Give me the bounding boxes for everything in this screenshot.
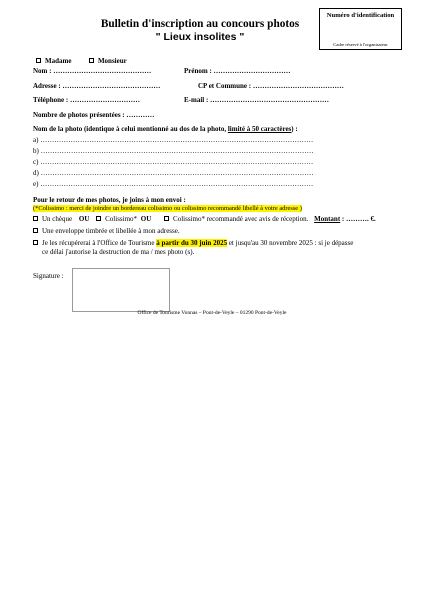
ou-label-1: OU — [78, 215, 90, 223]
form-title: Bulletin d'inscription au concours photos — [100, 18, 300, 30]
civility-row — [36, 57, 127, 66]
id-number-box — [319, 8, 402, 50]
colissimo-note-text: (*Colissimo : merci de joindre un bordereau colissimo ou colissimo recommandé libellé à votre adresse ) — [33, 205, 302, 212]
monsieur-checkbox[interactable] — [89, 58, 94, 63]
pickup-start-date: à partir du 30 juin 2025 — [156, 239, 228, 247]
email-field[interactable]: E-mail : …………………………………………… — [184, 96, 330, 104]
ou-label-2: OU — [140, 215, 152, 223]
form-subtitle: " Lieux insolites " — [155, 31, 245, 43]
nombre-photos-field[interactable]: Nombre de photos présentées : ………… — [33, 111, 155, 119]
enveloppe-checkbox[interactable] — [33, 228, 38, 233]
signature-box[interactable] — [72, 268, 170, 312]
cheque-checkbox[interactable] — [33, 216, 38, 221]
office-pickup-checkbox[interactable] — [33, 240, 38, 245]
photo-name-limit: limité à 50 caractères — [227, 125, 292, 133]
photo-name-label — [33, 125, 298, 134]
photo-name-line-c[interactable]: c) ……………………………………………………………………………………………………… — [33, 158, 314, 166]
photo-name-line-e[interactable]: e) ……………………………………………………………………………………………………… — [33, 180, 314, 188]
office-pickup-label-end: et jusqu'au 30 novembre 2025 : si je dépasse — [227, 239, 354, 247]
colissimo-note — [33, 204, 302, 213]
colissimo-recommande-checkbox[interactable] — [164, 216, 169, 221]
colissimo-recommande-label: Colissimo* recommandé avec avis de réception. — [173, 215, 309, 223]
monsieur-label: Monsieur — [97, 57, 127, 65]
return-heading: Pour le retour de mes photos, je joins à mon envoi : — [33, 196, 186, 204]
id-number-note: Cadre réservé à l'organisateur — [333, 42, 388, 47]
photo-name-label-text: Nom de la photo (identique à celui mentionné au dos de la photo, — [33, 125, 228, 133]
nom-field[interactable]: Nom : …………………………………… — [33, 67, 152, 75]
photo-name-line-d[interactable]: d) ……………………………………………………………………………………………………… — [33, 169, 314, 177]
montant-field[interactable]: : ………. €. — [340, 215, 376, 223]
id-number-title: Numéro d'identification — [326, 12, 395, 19]
madame-label: Madame — [45, 57, 72, 65]
cheque-label: Un chèque — [42, 215, 73, 223]
return-option-2 — [33, 227, 180, 236]
colissimo-label: Colissimo* — [105, 215, 138, 223]
photo-name-line-a[interactable]: a) ……………………………………………………………………………………………………… — [33, 136, 314, 144]
return-option-3-line-2: ce délai j'autorise la destruction de ma / mes photo (s). — [42, 248, 195, 256]
adresse-field[interactable]: Adresse : …………………………………… — [33, 82, 161, 90]
office-pickup-label: Je les récupérerai à l'Office de Tourisme — [42, 239, 157, 247]
telephone-field[interactable]: Téléphone : ………………………… — [33, 96, 140, 104]
return-option-3 — [33, 239, 353, 248]
montant-label: Montant — [314, 215, 341, 223]
signature-label: Signature : — [33, 272, 64, 280]
return-option-1 — [33, 215, 376, 224]
photo-name-label-end: ) : — [291, 125, 298, 133]
prenom-field[interactable]: Prénom : …………………………… — [184, 67, 291, 75]
footer-address: Office de Tourisme Vonnas – Pont-de-Veyle – 01290 Pont-de-Veyle — [137, 310, 287, 316]
photo-name-line-b[interactable]: b) ……………………………………………………………………………………………………… — [33, 147, 314, 155]
enveloppe-label: Une enveloppe timbrée et libellée à mon adresse. — [42, 227, 180, 235]
madame-checkbox[interactable] — [36, 58, 41, 63]
cp-commune-field[interactable]: CP et Commune : ………………………………… — [198, 82, 344, 90]
colissimo-checkbox[interactable] — [96, 216, 101, 221]
